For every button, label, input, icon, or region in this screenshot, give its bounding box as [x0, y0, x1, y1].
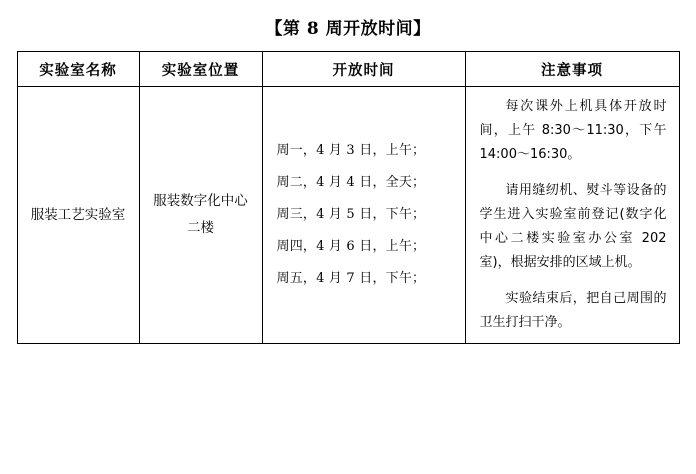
cell-notes — [465, 87, 679, 344]
open-hours-line: 周四，4 月 6 日，上午； — [276, 238, 426, 254]
column-header-lab-location: 实验室位置 — [139, 52, 262, 87]
open-hours-line: 周一，4 月 3 日，上午； — [276, 142, 426, 158]
column-header-notes: 注意事项 — [465, 52, 679, 87]
open-hours-line: 周三，4 月 5 日，下午； — [276, 206, 426, 222]
cell-open-hours — [262, 87, 465, 344]
open-hours-line: 周五，4 月 7 日，下午； — [276, 270, 426, 286]
column-header-lab-name: 实验室名称 — [17, 52, 139, 87]
table-row — [17, 87, 679, 344]
table-header-row — [17, 52, 679, 87]
column-header-open-hours: 开放时间 — [262, 52, 465, 87]
lab-open-hours-table — [17, 51, 680, 344]
notes-paragraph: 请用缝纫机、熨斗等设备的学生进入实验室前登记(数字化中心二楼实验室办公室 202 室)，根据安排的区域上机。 — [479, 183, 667, 271]
open-hours-line: 周二，4 月 4 日，全天； — [276, 174, 426, 190]
cell-lab-name: 服装工艺实验室 — [17, 87, 139, 344]
notes-paragraph: 实验结束后，把自己周围的卫生打扫干净。 — [479, 291, 667, 331]
notes-paragraph: 每次课外上机具体开放时间，上午 8:30～11:30，下午 14:00～16:30。 — [479, 99, 667, 163]
page-title: 【第 8 周开放时间】 — [265, 19, 431, 39]
cell-lab-location: 服装数字化中心二楼 — [139, 87, 262, 344]
